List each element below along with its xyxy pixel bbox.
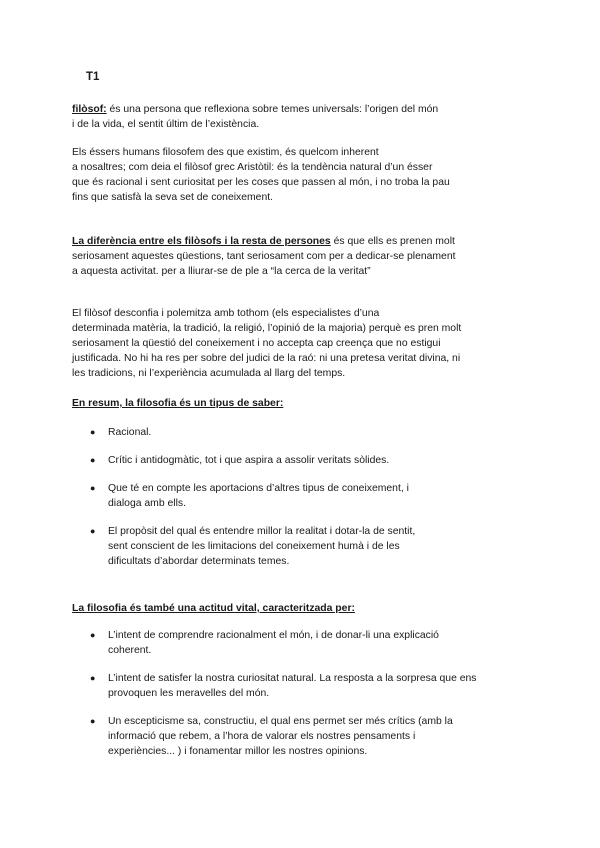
list-item-text: L’intent de satisfer la nostra curiositat natural. La resposta a la sorpresa que ens xyxy=(108,673,477,684)
list-item xyxy=(90,714,530,759)
list-item-text: dialoga amb ells. xyxy=(108,498,186,509)
list-item-text: Racional. xyxy=(108,427,152,438)
distrust-line: determinada matèria, la tradició, la religió, l’opinió de la majoria) perquè es pren molt xyxy=(72,323,462,334)
bullet-icon: ● xyxy=(90,716,96,726)
origin-line: Els éssers humans filosofem des que existim, és quelcom inherent xyxy=(72,147,379,158)
list-item xyxy=(90,481,530,511)
difference-paragraph xyxy=(72,234,522,279)
difference-heading: La diferència entre els filòsofs i la resta de persones xyxy=(72,236,331,247)
section-heading-knowledge: En resum, la filosofia és un tipus de saber: xyxy=(72,398,284,409)
list-item-text: Que té en compte les aportacions d’altres tipus de coneixement, i xyxy=(108,483,409,494)
difference-line-1 xyxy=(72,234,522,249)
list-item xyxy=(90,425,530,440)
difference-line: seriosament aquestes qüestions, tant seriosament com per a dedicar-se plenament xyxy=(72,251,456,262)
list-item xyxy=(90,671,530,701)
origin-line: a nosaltres; com deia el filòsof grec Aristòtil: és la tendència natural d’un ésser xyxy=(72,162,433,173)
list-item xyxy=(90,453,530,468)
distrust-line: seriosament la qüestió del coneixement i no accepta cap creença que no estigui xyxy=(72,338,441,349)
difference-line: a aquesta activitat. per a lliurar-se de ple a “la cerca de la veritat” xyxy=(72,266,371,277)
list-item-text: sent conscient de les limitacions del coneixement humà i de les xyxy=(108,541,400,552)
list-item-text: coherent. xyxy=(108,645,152,656)
origin-paragraph xyxy=(72,145,522,205)
definition-text: és una persona que reflexiona sobre temes universals: l’origen del món xyxy=(106,104,439,115)
definition-line-2: i de la vida, el sentit últim de l’existència. xyxy=(72,119,260,130)
attitude-bullet-list xyxy=(90,628,530,759)
distrust-paragraph xyxy=(72,306,522,381)
difference-text: és que ells es prenen molt xyxy=(330,236,455,247)
list-item-text: Un escepticisme sa, constructiu, el qual ens permet ser més crítics (amb la xyxy=(108,716,453,727)
list-item-text: provoquen les meravelles del món. xyxy=(108,688,270,699)
definition-term: filòsof: xyxy=(72,104,107,115)
list-item-text: experiències... ) i fonamentar millor les nostres opinions. xyxy=(108,746,368,757)
distrust-line: justificada. No hi ha res per sobre del judici de la raó: ni una pretesa veritat divina, ni xyxy=(72,353,461,364)
bullet-icon: ● xyxy=(90,526,96,536)
bullet-icon: ● xyxy=(90,427,96,437)
list-item-text: El propòsit del qual és entendre millor la realitat i dotar-la de sentit, xyxy=(108,526,416,537)
list-item xyxy=(90,628,530,658)
distrust-line: El filòsof desconfia i polemitza amb tothom (els especialistes d’una xyxy=(72,308,380,319)
bullet-icon: ● xyxy=(90,455,96,465)
list-item-text: informació que rebem, a l’hora de valorar els nostres pensaments i xyxy=(108,731,416,742)
definition-line-1 xyxy=(72,102,522,117)
bullet-icon: ● xyxy=(90,630,96,640)
definition-paragraph xyxy=(72,102,522,132)
bullet-icon: ● xyxy=(90,673,96,683)
origin-line: que és racional i sent curiositat per les coses que passen al món, i no troba la pau xyxy=(72,177,450,188)
origin-line: fins que satisfà la seva set de coneixement. xyxy=(72,192,273,203)
bullet-icon: ● xyxy=(90,483,96,493)
knowledge-bullet-list xyxy=(90,425,530,569)
page-title: T1 xyxy=(86,71,100,83)
list-item-text: L’intent de comprendre racionalment el món, i de donar-li una explicació xyxy=(108,630,439,641)
list-item xyxy=(90,524,530,569)
distrust-line: les tradicions, ni l’experiència acumulada al llarg del temps. xyxy=(72,368,346,379)
section-heading-attitude: La filosofia és també una actitud vital, caracteritzada per: xyxy=(72,603,355,614)
list-item-text: Crític i antidogmàtic, tot i que aspira a assolir veritats sòlides. xyxy=(108,455,390,466)
list-item-text: dificultats d’abordar determinats temes. xyxy=(108,556,290,567)
